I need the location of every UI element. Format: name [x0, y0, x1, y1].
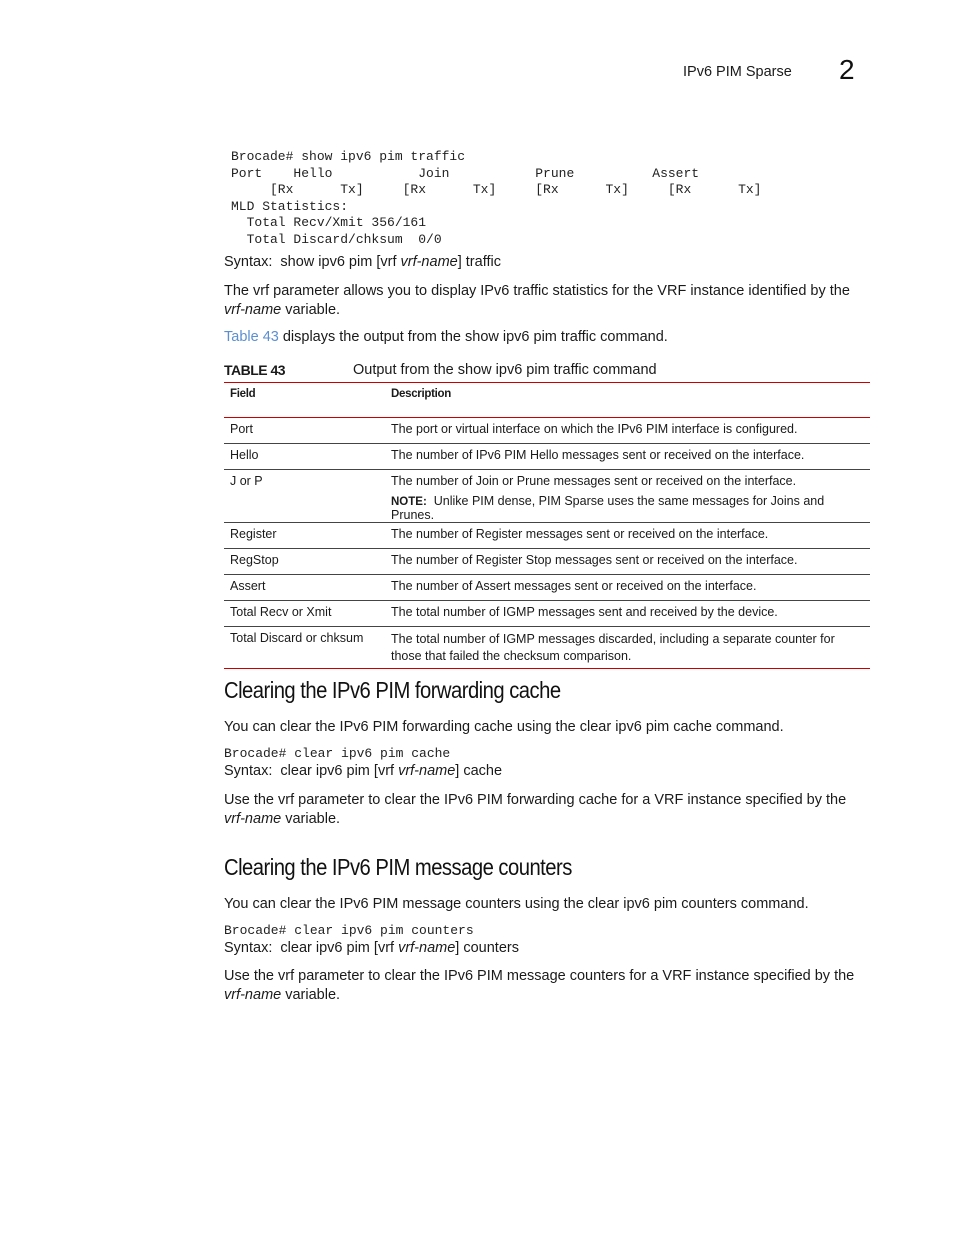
bracket: [: [376, 254, 381, 270]
cell-field: RegStop: [224, 549, 385, 575]
variable: vrf-name: [224, 811, 282, 827]
syntax-label: Syntax:: [224, 763, 273, 779]
syntax-line: [224, 763, 502, 779]
running-header: [683, 64, 792, 80]
syntax-keyword: vrf: [380, 254, 397, 270]
text: variable.: [281, 302, 341, 318]
cell-text: The number of Join or Prune messages sent or received on the interface.: [391, 474, 797, 488]
code-block-show-traffic: [231, 149, 762, 248]
syntax-label: Syntax:: [224, 940, 273, 956]
table-row: [224, 575, 870, 601]
syntax-variable: vrf-name: [398, 763, 456, 779]
text: command.: [736, 896, 809, 912]
keyword: vrf: [253, 283, 270, 299]
paragraph-counters-intro: [224, 895, 870, 914]
table-link[interactable]: Table 43: [224, 329, 279, 345]
paragraph-cache-vrf: [224, 791, 870, 829]
code-line: Total Recv/Xmit 356/161: [231, 215, 427, 230]
cell-description: The port or virtual interface on which the IPv6 PIM interface is configured.: [385, 418, 870, 444]
table-row: [224, 470, 870, 523]
chapter-number: 2: [839, 54, 855, 85]
code-line: Total Discard/chksum 0/0: [231, 231, 442, 247]
bracket: ]: [455, 763, 460, 779]
syntax-command: clear ipv6 pim: [280, 940, 370, 956]
syntax-variable: vrf-name: [400, 254, 458, 270]
bracket: ]: [455, 940, 460, 956]
note-text: Unlike PIM dense, PIM Sparse uses the same messages for Joins and Prunes.: [391, 494, 825, 522]
cell-field: Hello: [224, 444, 385, 470]
syntax-keyword: vrf: [377, 763, 395, 779]
paragraph-counters-vrf: [224, 967, 870, 1005]
syntax-command: show ipv6 pim: [280, 254, 373, 270]
cell-description: The number of Register Stop messages sent or received on the interface.: [385, 549, 870, 575]
table-row: [224, 601, 870, 627]
text: parameter to clear the IPv6 PIM forwarding cache for a VRF instance specified by the: [294, 792, 847, 808]
bracket: [: [373, 763, 378, 779]
command: clear ipv6 pim cache: [579, 719, 712, 735]
syntax-keyword: vrf: [377, 940, 395, 956]
cell-field: Total Discard or chksum: [224, 627, 385, 669]
variable: vrf-name: [224, 302, 282, 318]
code-line-clear-cache: Brocade# clear ipv6 pim cache: [224, 746, 451, 761]
text: Output from the: [353, 362, 458, 378]
text: variable.: [281, 987, 341, 1003]
output-table: [224, 383, 870, 669]
table-row: [224, 523, 870, 549]
table-label: TABLE 43: [224, 362, 286, 378]
cell-field: Total Recv or Xmit: [224, 601, 385, 627]
syntax-label: Syntax:: [224, 254, 273, 270]
syntax-line: [224, 254, 501, 270]
paragraph-vrf-traffic: [224, 282, 870, 320]
cell-field: Port: [224, 418, 385, 444]
text: parameter to clear the IPv6 PIM message counters for a VRF instance specified by the: [294, 968, 855, 984]
syntax-tail: counters: [463, 940, 519, 956]
section-title: IPv6 PIM Sparse: [683, 64, 792, 80]
command: show ipv6 pim traffic: [465, 329, 597, 345]
header-field: Field: [224, 383, 385, 418]
cell-field: Assert: [224, 575, 385, 601]
command: show ipv6 pim traffic: [457, 362, 589, 378]
code-line: [Rx Tx] [Rx Tx] [Rx Tx] [Rx Tx]: [231, 182, 762, 197]
code-line: Port Hello Join Prune Assert: [231, 165, 700, 181]
paragraph-table-ref: [224, 328, 870, 347]
text: command.: [711, 719, 784, 735]
cell-description: [385, 470, 870, 523]
table-title: [353, 362, 657, 378]
keyword: vrf: [278, 792, 295, 808]
cell-description: The number of Register messages sent or received on the interface.: [385, 523, 870, 549]
heading-clear-counters: Clearing the IPv6 PIM message counters: [224, 854, 572, 880]
syntax-command: clear ipv6 pim: [280, 763, 370, 779]
header-description: Description: [385, 383, 870, 418]
text: displays the output from the: [278, 329, 466, 345]
code-line: MLD Statistics:: [231, 198, 349, 214]
text: Use the: [224, 968, 278, 984]
table-row: [224, 549, 870, 575]
text: You can clear the IPv6 PIM forwarding cache using the: [224, 719, 580, 735]
cell-field: J or P: [224, 470, 385, 523]
variable: vrf-name: [224, 987, 282, 1003]
syntax-tail: cache: [463, 763, 503, 779]
table-43: [224, 382, 870, 669]
syntax-tail: traffic: [465, 254, 501, 270]
table-caption: [224, 362, 870, 379]
bracket: [: [373, 940, 378, 956]
text: command.: [596, 329, 668, 345]
text: parameter allows you to display IPv6 traffic statistics for the VRF instance identified by the: [269, 283, 850, 299]
table-row: [224, 418, 870, 444]
command: clear ipv6 pim counters: [587, 896, 737, 912]
text: The: [224, 283, 254, 299]
code-line-clear-counters: Brocade# clear ipv6 pim counters: [224, 923, 474, 938]
cell-description: The total number of IGMP messages discarded, including a separate counter for those that failed the checksum comparison.: [385, 627, 870, 669]
paragraph-cache-intro: [224, 718, 870, 737]
cell-field: Register: [224, 523, 385, 549]
heading-clear-cache: Clearing the IPv6 PIM forwarding cache: [224, 677, 561, 703]
cell-description: The number of Assert messages sent or received on the interface.: [385, 575, 870, 601]
text: command: [588, 362, 657, 378]
table-row: [224, 627, 870, 669]
text: You can clear the IPv6 PIM message counters using the: [224, 896, 588, 912]
note-label: NOTE:: [391, 496, 427, 508]
syntax-variable: vrf-name: [398, 940, 456, 956]
cell-description: The total number of IGMP messages sent and received by the device.: [385, 601, 870, 627]
note: [391, 494, 864, 522]
table-header-row: [224, 383, 870, 418]
table-row: [224, 444, 870, 470]
text: Use the: [224, 792, 278, 808]
keyword: vrf: [278, 968, 295, 984]
code-line: Brocade# show ipv6 pim traffic: [231, 149, 466, 164]
bracket: ]: [457, 254, 462, 270]
text: variable.: [281, 811, 341, 827]
syntax-line: [224, 940, 519, 956]
cell-description: The number of IPv6 PIM Hello messages sent or received on the interface.: [385, 444, 870, 470]
